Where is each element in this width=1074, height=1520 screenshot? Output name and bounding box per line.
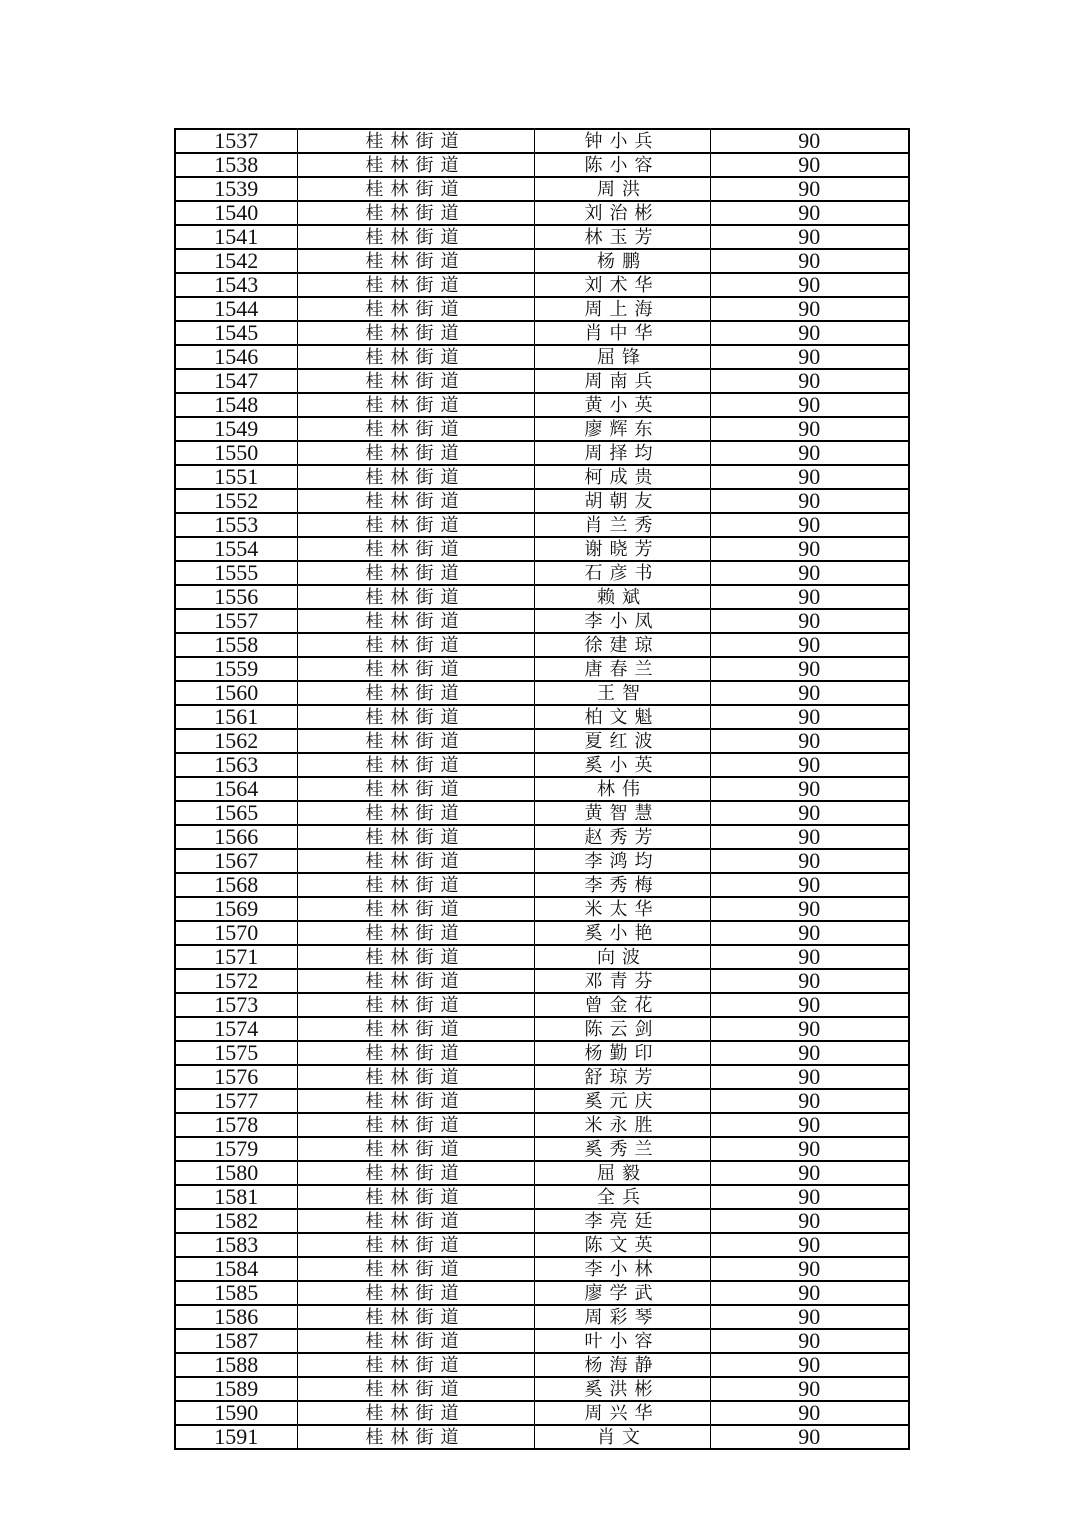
district-cell: 桂林街道: [297, 1209, 534, 1233]
score-cell: 90: [710, 297, 909, 321]
score-cell: 90: [710, 1401, 909, 1425]
person-name-cell: 叶小容: [534, 1329, 710, 1353]
district-cell: 桂林街道: [297, 1089, 534, 1113]
table-row: [175, 537, 909, 561]
serial-number-cell: 1583: [175, 1233, 297, 1257]
score-cell: 90: [710, 345, 909, 369]
district-cell: 桂林街道: [297, 969, 534, 993]
serial-number-cell: 1561: [175, 705, 297, 729]
table-row: [175, 609, 909, 633]
table-row: [175, 873, 909, 897]
score-cell: 90: [710, 321, 909, 345]
table-row: [175, 465, 909, 489]
serial-number-cell: 1589: [175, 1377, 297, 1401]
person-name-cell: 赖斌: [534, 585, 710, 609]
score-cell: 90: [710, 993, 909, 1017]
score-cell: 90: [710, 1353, 909, 1377]
score-cell: 90: [710, 249, 909, 273]
person-name-cell: 柯成贵: [534, 465, 710, 489]
district-cell: 桂林街道: [297, 993, 534, 1017]
table-row: [175, 153, 909, 177]
table-row: [175, 1185, 909, 1209]
person-name-cell: 舒琼芳: [534, 1065, 710, 1089]
person-name-cell: 周兴华: [534, 1401, 710, 1425]
district-cell: 桂林街道: [297, 1377, 534, 1401]
serial-number-cell: 1573: [175, 993, 297, 1017]
table-row: [175, 801, 909, 825]
table-row: [175, 729, 909, 753]
serial-number-cell: 1590: [175, 1401, 297, 1425]
score-cell: 90: [710, 1425, 909, 1449]
person-name-cell: 夏红波: [534, 729, 710, 753]
table-row: [175, 249, 909, 273]
score-cell: 90: [710, 1377, 909, 1401]
serial-number-cell: 1576: [175, 1065, 297, 1089]
person-name-cell: 王智: [534, 681, 710, 705]
district-cell: 桂林街道: [297, 1425, 534, 1449]
score-cell: 90: [710, 585, 909, 609]
person-name-cell: 屈毅: [534, 1161, 710, 1185]
table-row: [175, 1281, 909, 1305]
serial-number-cell: 1560: [175, 681, 297, 705]
person-name-cell: 肖文: [534, 1425, 710, 1449]
table-row: [175, 393, 909, 417]
table-row: [175, 417, 909, 441]
district-cell: 桂林街道: [297, 561, 534, 585]
person-name-cell: 奚秀兰: [534, 1137, 710, 1161]
district-cell: 桂林街道: [297, 201, 534, 225]
serial-number-cell: 1580: [175, 1161, 297, 1185]
score-cell: 90: [710, 1113, 909, 1137]
score-cell: 90: [710, 921, 909, 945]
serial-number-cell: 1568: [175, 873, 297, 897]
district-cell: 桂林街道: [297, 657, 534, 681]
score-cell: 90: [710, 489, 909, 513]
person-name-cell: 李鸿均: [534, 849, 710, 873]
district-cell: 桂林街道: [297, 1257, 534, 1281]
score-cell: 90: [710, 969, 909, 993]
district-cell: 桂林街道: [297, 1233, 534, 1257]
serial-number-cell: 1565: [175, 801, 297, 825]
district-cell: 桂林街道: [297, 321, 534, 345]
table-row: [175, 129, 909, 153]
serial-number-cell: 1539: [175, 177, 297, 201]
serial-number-cell: 1544: [175, 297, 297, 321]
table-row: [175, 777, 909, 801]
person-name-cell: 黄小英: [534, 393, 710, 417]
table-row: [175, 945, 909, 969]
person-name-cell: 米太华: [534, 897, 710, 921]
district-cell: 桂林街道: [297, 777, 534, 801]
district-cell: 桂林街道: [297, 1161, 534, 1185]
score-cell: 90: [710, 1185, 909, 1209]
person-name-cell: 林伟: [534, 777, 710, 801]
person-name-cell: 奚洪彬: [534, 1377, 710, 1401]
person-name-cell: 廖辉东: [534, 417, 710, 441]
serial-number-cell: 1571: [175, 945, 297, 969]
table-row: [175, 705, 909, 729]
serial-number-cell: 1579: [175, 1137, 297, 1161]
table-row: [175, 1089, 909, 1113]
serial-number-cell: 1548: [175, 393, 297, 417]
district-cell: 桂林街道: [297, 177, 534, 201]
table-row: [175, 441, 909, 465]
table-row: [175, 585, 909, 609]
score-cell: 90: [710, 1161, 909, 1185]
score-cell: 90: [710, 1209, 909, 1233]
score-cell: 90: [710, 633, 909, 657]
score-cell: 90: [710, 369, 909, 393]
score-cell: 90: [710, 729, 909, 753]
score-cell: 90: [710, 225, 909, 249]
district-cell: 桂林街道: [297, 825, 534, 849]
serial-number-cell: 1558: [175, 633, 297, 657]
score-cell: 90: [710, 1017, 909, 1041]
district-cell: 桂林街道: [297, 1401, 534, 1425]
person-name-cell: 奚元庆: [534, 1089, 710, 1113]
person-name-cell: 米永胜: [534, 1113, 710, 1137]
table-row: [175, 321, 909, 345]
person-name-cell: 曾金花: [534, 993, 710, 1017]
district-cell: 桂林街道: [297, 849, 534, 873]
person-name-cell: 陈云剑: [534, 1017, 710, 1041]
district-cell: 桂林街道: [297, 345, 534, 369]
serial-number-cell: 1584: [175, 1257, 297, 1281]
serial-number-cell: 1563: [175, 753, 297, 777]
score-cell: 90: [710, 753, 909, 777]
person-name-cell: 杨勤印: [534, 1041, 710, 1065]
score-cell: 90: [710, 441, 909, 465]
person-name-cell: 徐建琼: [534, 633, 710, 657]
table-row: [175, 1353, 909, 1377]
person-name-cell: 李秀梅: [534, 873, 710, 897]
serial-number-cell: 1586: [175, 1305, 297, 1329]
serial-number-cell: 1556: [175, 585, 297, 609]
serial-number-cell: 1570: [175, 921, 297, 945]
district-cell: 桂林街道: [297, 945, 534, 969]
district-cell: 桂林街道: [297, 1113, 534, 1137]
person-name-cell: 周择均: [534, 441, 710, 465]
district-cell: 桂林街道: [297, 537, 534, 561]
person-name-cell: 柏文魁: [534, 705, 710, 729]
score-cell: 90: [710, 705, 909, 729]
district-cell: 桂林街道: [297, 1137, 534, 1161]
district-cell: 桂林街道: [297, 465, 534, 489]
score-cell: 90: [710, 1041, 909, 1065]
serial-number-cell: 1569: [175, 897, 297, 921]
score-cell: 90: [710, 129, 909, 153]
serial-number-cell: 1572: [175, 969, 297, 993]
table-row: [175, 1425, 909, 1449]
score-cell: 90: [710, 681, 909, 705]
district-cell: 桂林街道: [297, 1041, 534, 1065]
person-name-cell: 周南兵: [534, 369, 710, 393]
person-name-cell: 周上海: [534, 297, 710, 321]
district-cell: 桂林街道: [297, 609, 534, 633]
district-cell: 桂林街道: [297, 633, 534, 657]
district-cell: 桂林街道: [297, 153, 534, 177]
score-cell: 90: [710, 465, 909, 489]
table-row: [175, 561, 909, 585]
district-cell: 桂林街道: [297, 705, 534, 729]
person-name-cell: 周洪: [534, 177, 710, 201]
district-cell: 桂林街道: [297, 225, 534, 249]
serial-number-cell: 1575: [175, 1041, 297, 1065]
person-name-cell: 石彦书: [534, 561, 710, 585]
district-cell: 桂林街道: [297, 441, 534, 465]
person-name-cell: 向波: [534, 945, 710, 969]
person-name-cell: 廖学武: [534, 1281, 710, 1305]
district-cell: 桂林街道: [297, 513, 534, 537]
person-name-cell: 唐春兰: [534, 657, 710, 681]
score-cell: 90: [710, 1329, 909, 1353]
serial-number-cell: 1567: [175, 849, 297, 873]
district-cell: 桂林街道: [297, 729, 534, 753]
score-cell: 90: [710, 801, 909, 825]
score-cell: 90: [710, 777, 909, 801]
table-row: [175, 1305, 909, 1329]
serial-number-cell: 1574: [175, 1017, 297, 1041]
serial-number-cell: 1585: [175, 1281, 297, 1305]
table-row: [175, 849, 909, 873]
table-row: [175, 1257, 909, 1281]
serial-number-cell: 1588: [175, 1353, 297, 1377]
district-cell: 桂林街道: [297, 297, 534, 321]
serial-number-cell: 1591: [175, 1425, 297, 1449]
score-cell: 90: [710, 537, 909, 561]
person-name-cell: 胡朝友: [534, 489, 710, 513]
serial-number-cell: 1547: [175, 369, 297, 393]
score-cell: 90: [710, 393, 909, 417]
person-name-cell: 全兵: [534, 1185, 710, 1209]
table-body: [175, 129, 909, 1449]
serial-number-cell: 1566: [175, 825, 297, 849]
person-name-cell: 奚小英: [534, 753, 710, 777]
serial-number-cell: 1542: [175, 249, 297, 273]
serial-number-cell: 1564: [175, 777, 297, 801]
serial-number-cell: 1538: [175, 153, 297, 177]
table-row: [175, 1377, 909, 1401]
serial-number-cell: 1581: [175, 1185, 297, 1209]
score-cell: 90: [710, 1089, 909, 1113]
table-row: [175, 1401, 909, 1425]
table-row: [175, 1065, 909, 1089]
score-cell: 90: [710, 945, 909, 969]
person-name-cell: 李亮廷: [534, 1209, 710, 1233]
table-row: [175, 1137, 909, 1161]
serial-number-cell: 1550: [175, 441, 297, 465]
person-name-cell: 李小凤: [534, 609, 710, 633]
district-cell: 桂林街道: [297, 249, 534, 273]
district-cell: 桂林街道: [297, 1185, 534, 1209]
serial-number-cell: 1557: [175, 609, 297, 633]
person-name-cell: 谢晓芳: [534, 537, 710, 561]
table-row: [175, 753, 909, 777]
score-cell: 90: [710, 153, 909, 177]
district-cell: 桂林街道: [297, 417, 534, 441]
serial-number-cell: 1549: [175, 417, 297, 441]
district-cell: 桂林街道: [297, 873, 534, 897]
table-row: [175, 489, 909, 513]
table-row: [175, 1329, 909, 1353]
serial-number-cell: 1554: [175, 537, 297, 561]
table-row: [175, 1017, 909, 1041]
table-row: [175, 225, 909, 249]
district-cell: 桂林街道: [297, 681, 534, 705]
district-cell: 桂林街道: [297, 1353, 534, 1377]
score-cell: 90: [710, 273, 909, 297]
table-row: [175, 345, 909, 369]
district-cell: 桂林街道: [297, 1305, 534, 1329]
table-row: [175, 657, 909, 681]
district-cell: 桂林街道: [297, 1281, 534, 1305]
serial-number-cell: 1543: [175, 273, 297, 297]
score-cell: 90: [710, 849, 909, 873]
district-cell: 桂林街道: [297, 753, 534, 777]
table-row: [175, 513, 909, 537]
serial-number-cell: 1537: [175, 129, 297, 153]
score-cell: 90: [710, 825, 909, 849]
district-cell: 桂林街道: [297, 273, 534, 297]
person-name-cell: 黄智慧: [534, 801, 710, 825]
district-cell: 桂林街道: [297, 801, 534, 825]
person-name-cell: 李小林: [534, 1257, 710, 1281]
person-name-cell: 杨海静: [534, 1353, 710, 1377]
district-cell: 桂林街道: [297, 1065, 534, 1089]
table-row: [175, 1113, 909, 1137]
score-cell: 90: [710, 897, 909, 921]
person-name-cell: 肖兰秀: [534, 513, 710, 537]
serial-number-cell: 1551: [175, 465, 297, 489]
table-row: [175, 297, 909, 321]
table-row: [175, 1233, 909, 1257]
table-row: [175, 969, 909, 993]
district-cell: 桂林街道: [297, 921, 534, 945]
table-row: [175, 369, 909, 393]
person-name-cell: 肖中华: [534, 321, 710, 345]
score-cell: 90: [710, 1281, 909, 1305]
table-row: [175, 993, 909, 1017]
serial-number-cell: 1545: [175, 321, 297, 345]
person-name-cell: 刘治彬: [534, 201, 710, 225]
score-cell: 90: [710, 1137, 909, 1161]
district-cell: 桂林街道: [297, 897, 534, 921]
serial-number-cell: 1582: [175, 1209, 297, 1233]
results-table: [174, 128, 910, 1450]
score-cell: 90: [710, 513, 909, 537]
person-name-cell: 陈文英: [534, 1233, 710, 1257]
serial-number-cell: 1546: [175, 345, 297, 369]
person-name-cell: 杨鹏: [534, 249, 710, 273]
table-row: [175, 825, 909, 849]
person-name-cell: 邓青芬: [534, 969, 710, 993]
person-name-cell: 奚小艳: [534, 921, 710, 945]
table-row: [175, 273, 909, 297]
table-row: [175, 921, 909, 945]
table-row: [175, 681, 909, 705]
person-name-cell: 周彩琴: [534, 1305, 710, 1329]
person-name-cell: 钟小兵: [534, 129, 710, 153]
table-row: [175, 177, 909, 201]
serial-number-cell: 1587: [175, 1329, 297, 1353]
person-name-cell: 刘术华: [534, 273, 710, 297]
score-cell: 90: [710, 201, 909, 225]
district-cell: 桂林街道: [297, 1329, 534, 1353]
score-cell: 90: [710, 1305, 909, 1329]
serial-number-cell: 1559: [175, 657, 297, 681]
table-row: [175, 1161, 909, 1185]
district-cell: 桂林街道: [297, 393, 534, 417]
serial-number-cell: 1578: [175, 1113, 297, 1137]
district-cell: 桂林街道: [297, 489, 534, 513]
serial-number-cell: 1562: [175, 729, 297, 753]
district-cell: 桂林街道: [297, 369, 534, 393]
district-cell: 桂林街道: [297, 1017, 534, 1041]
table-row: [175, 201, 909, 225]
score-cell: 90: [710, 1065, 909, 1089]
person-name-cell: 赵秀芳: [534, 825, 710, 849]
score-cell: 90: [710, 873, 909, 897]
score-cell: 90: [710, 177, 909, 201]
table-row: [175, 633, 909, 657]
serial-number-cell: 1555: [175, 561, 297, 585]
district-cell: 桂林街道: [297, 585, 534, 609]
person-name-cell: 陈小容: [534, 153, 710, 177]
serial-number-cell: 1540: [175, 201, 297, 225]
serial-number-cell: 1541: [175, 225, 297, 249]
score-cell: 90: [710, 657, 909, 681]
score-cell: 90: [710, 561, 909, 585]
table-row: [175, 897, 909, 921]
district-cell: 桂林街道: [297, 129, 534, 153]
serial-number-cell: 1577: [175, 1089, 297, 1113]
person-name-cell: 屈锋: [534, 345, 710, 369]
person-name-cell: 林玉芳: [534, 225, 710, 249]
serial-number-cell: 1552: [175, 489, 297, 513]
table-row: [175, 1041, 909, 1065]
score-cell: 90: [710, 1233, 909, 1257]
serial-number-cell: 1553: [175, 513, 297, 537]
score-cell: 90: [710, 1257, 909, 1281]
score-cell: 90: [710, 417, 909, 441]
table-row: [175, 1209, 909, 1233]
score-cell: 90: [710, 609, 909, 633]
